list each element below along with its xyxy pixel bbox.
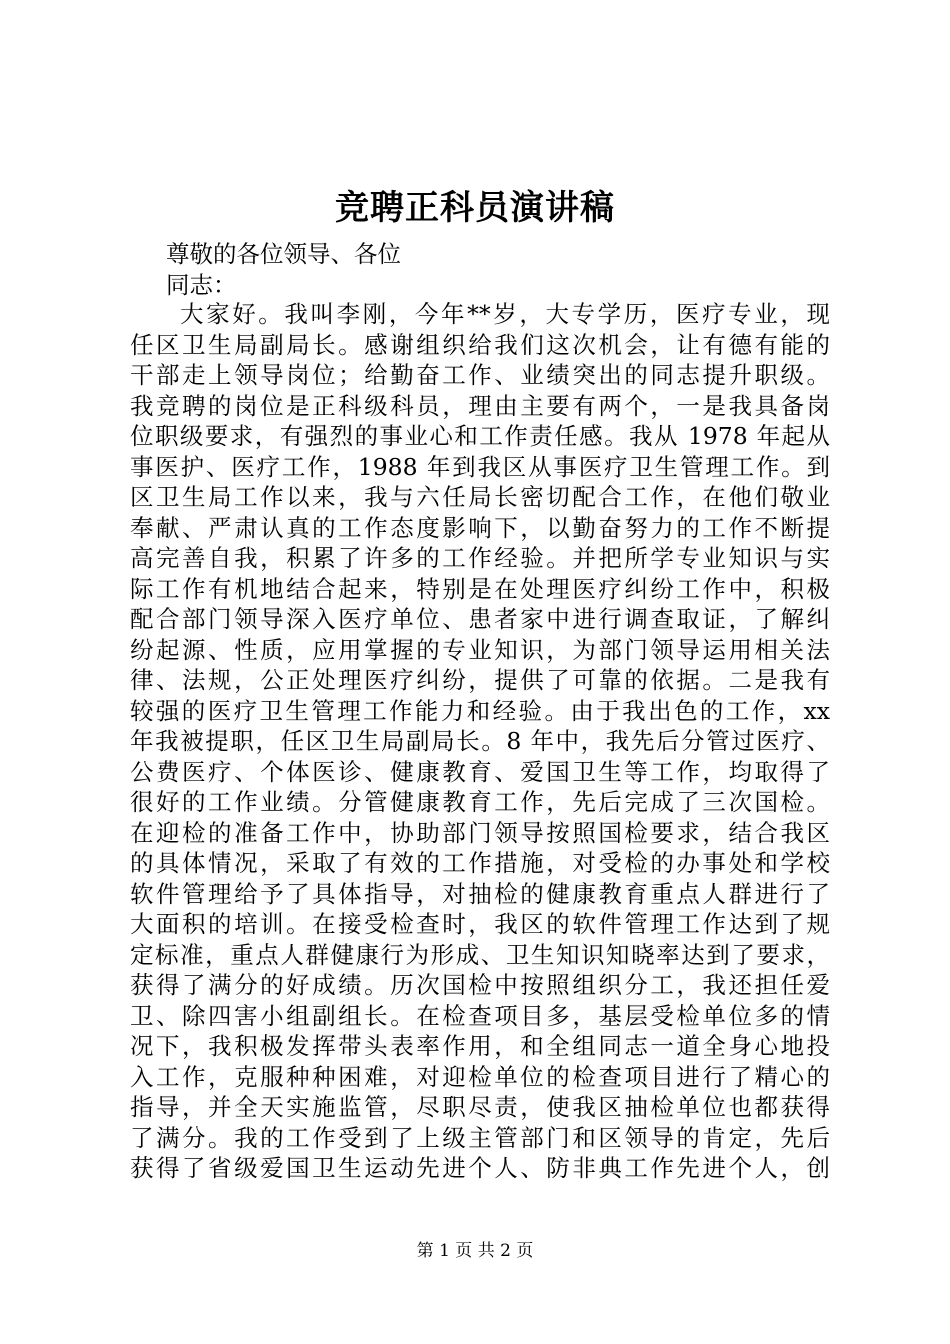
body-line: 了满分。我的工作受到了上级主管部门和区领导的肯定，先后	[130, 1123, 830, 1152]
document-title: 竞聘正科员演讲稿	[335, 188, 615, 228]
body-line: 事医护、医疗工作，1988 年到我区从事医疗卫生管理工作。到	[130, 452, 830, 481]
body-line: 大家好。我叫李刚，今年**岁，大专学历，医疗专业，现	[180, 300, 830, 328]
body-line: 公费医疗、个体医诊、健康教育、爱国卫生等工作，均取得了	[130, 757, 830, 786]
body-line: 较强的医疗卫生管理工作能力和经验。由于我出色的工作，xx	[130, 696, 830, 725]
body-line: 年我被提职，任区卫生局副局长。8 年中，我先后分管过医疗、	[130, 727, 830, 755]
body-line: 位职级要求，有强烈的事业心和工作责任感。我从 1978 年起从	[130, 422, 830, 450]
body-line: 在迎检的准备工作中，协助部门领导按照国检要求，结合我区	[130, 818, 830, 847]
body-line: 我竞聘的岗位是正科级科员，理由主要有两个，一是我具备岗	[130, 391, 830, 420]
page-footer: 第 1 页 共 2 页	[416, 1241, 534, 1261]
body-line: 获得了满分的好成绩。历次国检中按照组织分工，我还担任爱	[130, 971, 830, 999]
body-line: 定标准，重点人群健康行为形成、卫生知识知晓率达到了要求，	[130, 940, 830, 969]
body-line: 指导，并全天实施监管，尽职尽责，使我区抽检单位也都获得	[130, 1093, 830, 1121]
body-line: 很好的工作业绩。分管健康教育工作，先后完成了三次国检。	[130, 788, 830, 816]
body-line: 卫、除四害小组副组长。在检查项目多，基层受检单位多的情	[130, 1001, 830, 1030]
body-line: 的具体情况，采取了有效的工作措施，对受检的办事处和学校	[130, 849, 830, 877]
body-line: 获得了省级爱国卫生运动先进个人、防非典工作先进个人，创	[130, 1154, 830, 1182]
body-line: 任区卫生局副局长。感谢组织给我们这次机会，让有德有能的	[130, 330, 830, 359]
body-line: 奉献、严肃认真的工作态度影响下，以勤奋努力的工作不断提	[130, 513, 830, 542]
body-line: 区卫生局工作以来，我与六任局长密切配合工作，在他们敬业	[130, 483, 830, 511]
body-line: 配合部门领导深入医疗单位、患者家中进行调查取证，了解纠	[130, 605, 830, 633]
body-line: 大面积的培训。在接受检查时，我区的软件管理工作达到了规	[130, 910, 830, 938]
salutation-line-1: 尊敬的各位领导、各位	[166, 240, 401, 268]
body-line: 高完善自我，积累了许多的工作经验。并把所学专业知识与实	[130, 544, 830, 572]
body-line: 入工作，克服种种困难，对迎检单位的检查项目进行了精心的	[130, 1062, 830, 1091]
body-line: 况下，我积极发挥带头表率作用，和全组同志一道全身心地投	[130, 1032, 830, 1060]
salutation-line-2: 同志：	[166, 271, 237, 299]
body-line: 际工作有机地结合起来，特别是在处理医疗纠纷工作中，积极	[130, 574, 830, 603]
body-line: 律、法规，公正处理医疗纠纷，提供了可靠的依据。二是我有	[130, 666, 830, 694]
body-line: 软件管理给予了具体指导，对抽检的健康教育重点人群进行了	[130, 879, 830, 908]
body-line: 纷起源、性质，应用掌握的专业知识，为部门领导运用相关法	[130, 635, 830, 664]
body-line: 干部走上领导岗位；给勤奋工作、业绩突出的同志提升职级。	[130, 361, 830, 389]
